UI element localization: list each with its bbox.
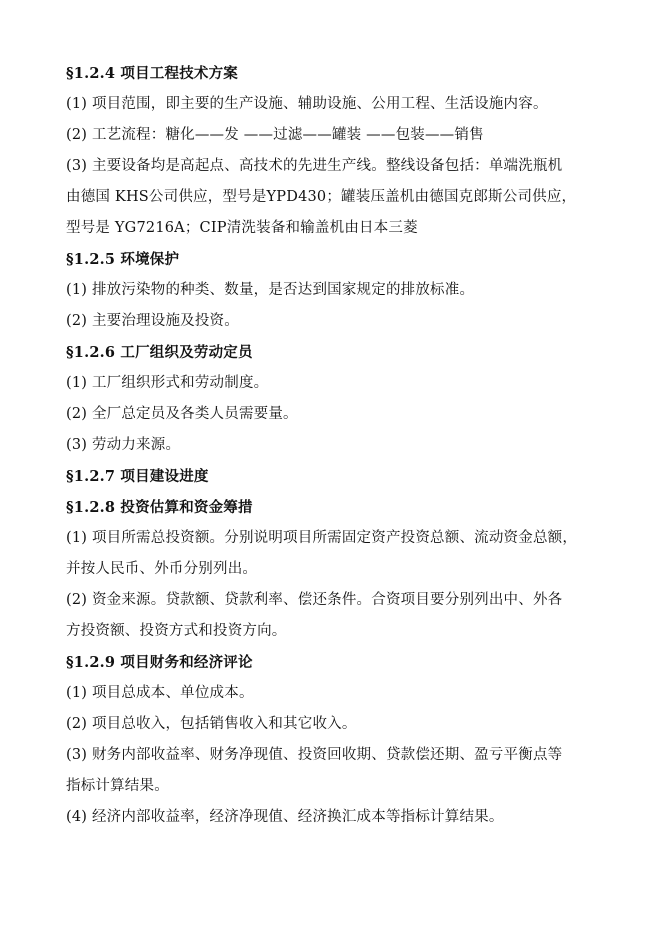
paragraph-line: (1) 排放污染物的种类、数量，是否达到国家规定的排放标准。	[66, 282, 475, 298]
paragraph-line: (3) 财务内部收益率、财务净现值、投资回收期、贷款偿还期、盈亏平衡点等	[66, 747, 563, 763]
section-heading-1-2-4: §1.2.4 项目工程技术方案	[66, 65, 238, 82]
document-page	[66, 58, 614, 833]
paragraph-line: (1) 项目所需总投资额。分别说明项目所需固定资产投资总额、流动资金总额，	[66, 530, 578, 546]
paragraph-line: (4) 经济内部收益率，经济净现值、经济换汇成本等指标计算结果。	[66, 809, 504, 825]
paragraph-line: 型号是 YG7216A；CIP清洗装备和输盖机由日本三菱	[66, 220, 418, 236]
section-heading-1-2-5: §1.2.5 环境保护	[66, 251, 180, 268]
section-heading-1-2-6: §1.2.6 工厂组织及劳动定员	[66, 344, 253, 361]
paragraph-line: 由德国 KHS公司供应，型号是YPD430；罐装压盖机由德国克郎斯公司供应，	[66, 189, 577, 205]
section-heading-1-2-9: §1.2.9 项目财务和经济评论	[66, 654, 253, 671]
paragraph-line: (2) 项目总收入，包括销售收入和其它收入。	[66, 716, 357, 732]
paragraph-line: 指标计算结果。	[66, 778, 169, 794]
paragraph-line: (3) 主要设备均是高起点、高技术的先进生产线。整线设备包括：单端洗瓶机	[66, 158, 563, 174]
paragraph-line: 方投资额、投资方式和投资方向。	[66, 623, 287, 639]
paragraph-line: (2) 工艺流程：糖化——发 ——过滤——罐装 ——包装——销售	[66, 127, 484, 143]
section-heading-1-2-8: §1.2.8 投资估算和资金筹措	[66, 499, 253, 516]
paragraph-line: (3) 劳动力来源。	[66, 437, 181, 453]
section-heading-1-2-7: §1.2.7 项目建设进度	[66, 468, 209, 485]
paragraph-line: (2) 资金来源。贷款额、贷款利率、偿还条件。合资项目要分别列出中、外各	[66, 592, 563, 608]
paragraph-line: (1) 工厂组织形式和劳动制度。	[66, 375, 269, 391]
paragraph-line: (2) 主要治理设施及投资。	[66, 313, 239, 329]
paragraph-line: (1) 项目总成本、单位成本。	[66, 685, 254, 701]
paragraph-line: (1) 项目范围，即主要的生产设施、辅助设施、公用工程、生活设施内容。	[66, 96, 548, 112]
paragraph-line: (2) 全厂总定员及各类人员需要量。	[66, 406, 298, 422]
paragraph-line: 并按人民币、外币分别列出。	[66, 561, 258, 577]
